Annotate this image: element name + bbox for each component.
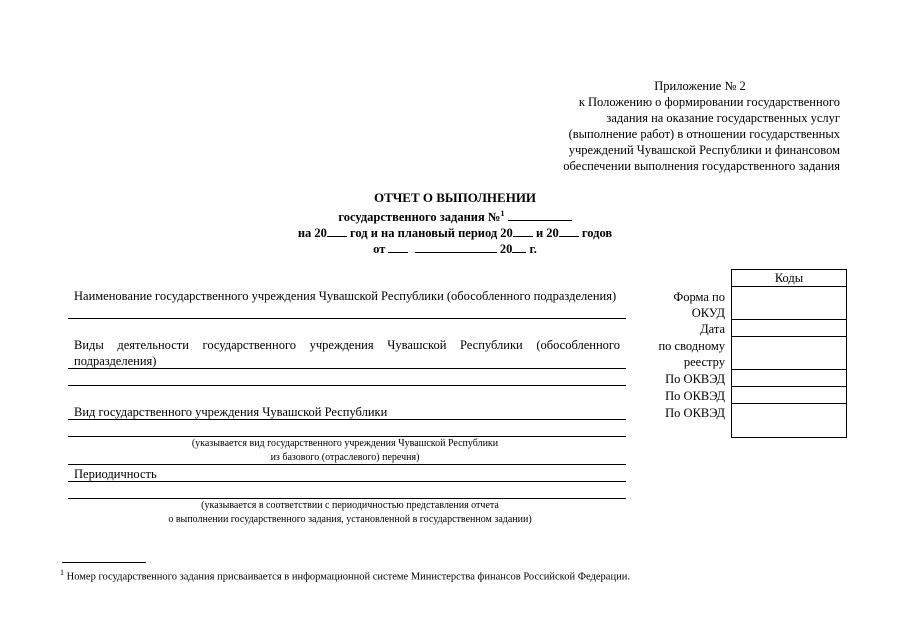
- task-number-label: государственного задания №: [338, 210, 501, 225]
- form-label: Форма по: [673, 290, 725, 304]
- period-plan-label: год и на плановый период 20: [350, 226, 513, 241]
- institution-type-label: Вид государственного учреждения Чувашской Республики: [74, 405, 388, 419]
- institution-type-line-1[interactable]: [68, 419, 626, 420]
- date-year-blank: [512, 241, 526, 253]
- footnote-marker: 1: [60, 568, 64, 577]
- appendix-line: учреждений Чувашской Республики и финансовом: [568, 143, 840, 157]
- registry-label-line: реестру: [683, 355, 725, 369]
- okved-code-cell-3[interactable]: [732, 404, 846, 438]
- institution-type-hint-line: (указывается вид государственного учреждения Чувашской Республики: [191, 438, 499, 449]
- registry-label-line: по сводному: [658, 339, 725, 353]
- okved-label-3: По ОКВЭД: [665, 406, 725, 420]
- activity-types-line-2[interactable]: [68, 385, 626, 386]
- registry-code-cell[interactable]: [732, 337, 846, 370]
- footnote: [60, 566, 630, 585]
- appendix-title: Приложение № 2: [654, 79, 746, 93]
- okved-label-1: По ОКВЭД: [665, 372, 725, 386]
- institution-name-line[interactable]: [68, 318, 626, 319]
- periodicity-label: Периодичность: [74, 467, 157, 481]
- periodicity-hint: [90, 499, 610, 527]
- okved-label-2: По ОКВЭД: [665, 389, 725, 403]
- institution-name-label: Наименование государственного учреждения Чувашской Республики (обособленного подразделения): [74, 289, 617, 303]
- report-title: ОТЧЕТ О ВЫПОЛНЕНИИ: [373, 190, 537, 205]
- month-blank: [415, 241, 497, 253]
- date-from-label: от: [373, 242, 386, 257]
- appendix-line: (выполнение работ) в отношении государственных: [568, 127, 840, 141]
- activity-types-label: Виды деятельности государственного учреждения Чувашской Республики (обособленного подразделения): [74, 338, 620, 368]
- activity-types-line-1[interactable]: [68, 368, 626, 369]
- period-year-prefix: на 20: [297, 226, 327, 241]
- periodicity-line-1[interactable]: [68, 481, 626, 482]
- institution-type-hint-line: из базового (отраслевого) перечня): [270, 452, 420, 463]
- footnote-separator: [62, 562, 146, 563]
- okud-code-cell[interactable]: [732, 287, 846, 320]
- appendix-block: [500, 78, 840, 174]
- date-year-suffix: г.: [529, 242, 537, 257]
- appendix-line: задания на оказание государственных услуг: [606, 111, 840, 125]
- codes-table: [731, 269, 847, 438]
- okved-code-cell-1[interactable]: [732, 370, 846, 387]
- date-label: Дата: [700, 322, 725, 336]
- footnote-marker: 1: [500, 209, 505, 218]
- appendix-line: к Положению о формировании государственного: [578, 95, 840, 109]
- period-years-label: годов: [581, 226, 613, 241]
- footnote-text: Номер государственного задания присваивается в информационной системе Министерства финансов Российской Федерации.: [66, 571, 630, 583]
- date-code-cell[interactable]: [732, 320, 846, 337]
- plan-year-1-blank: [513, 225, 533, 237]
- form-okud-label: [673, 289, 725, 321]
- report-heading: [260, 190, 650, 257]
- period-line: [260, 225, 650, 241]
- appendix-line: обеспечении выполнения государственного задания: [563, 159, 840, 173]
- institution-type-hint: [120, 437, 570, 465]
- date-year-prefix: 20: [499, 242, 513, 257]
- periodicity-hint-line: (указывается в соответствии с периодичностью представления отчета: [201, 500, 499, 511]
- periodicity-top-line: [68, 464, 626, 465]
- period-and-label: и 20: [535, 226, 559, 241]
- date-line: [260, 241, 650, 257]
- plan-year-2-blank: [559, 225, 579, 237]
- okved-code-cell-2[interactable]: [732, 387, 846, 404]
- okud-label: ОКУД: [691, 306, 725, 320]
- registry-label: [658, 338, 725, 370]
- codes-header: Коды: [732, 270, 846, 287]
- task-number-blank: [508, 209, 572, 221]
- year-blank: [327, 225, 347, 237]
- task-number-line: [260, 206, 650, 225]
- periodicity-hint-line: о выполнении государственного задания, установленной в государственном задании): [168, 514, 532, 525]
- day-blank: [388, 241, 408, 253]
